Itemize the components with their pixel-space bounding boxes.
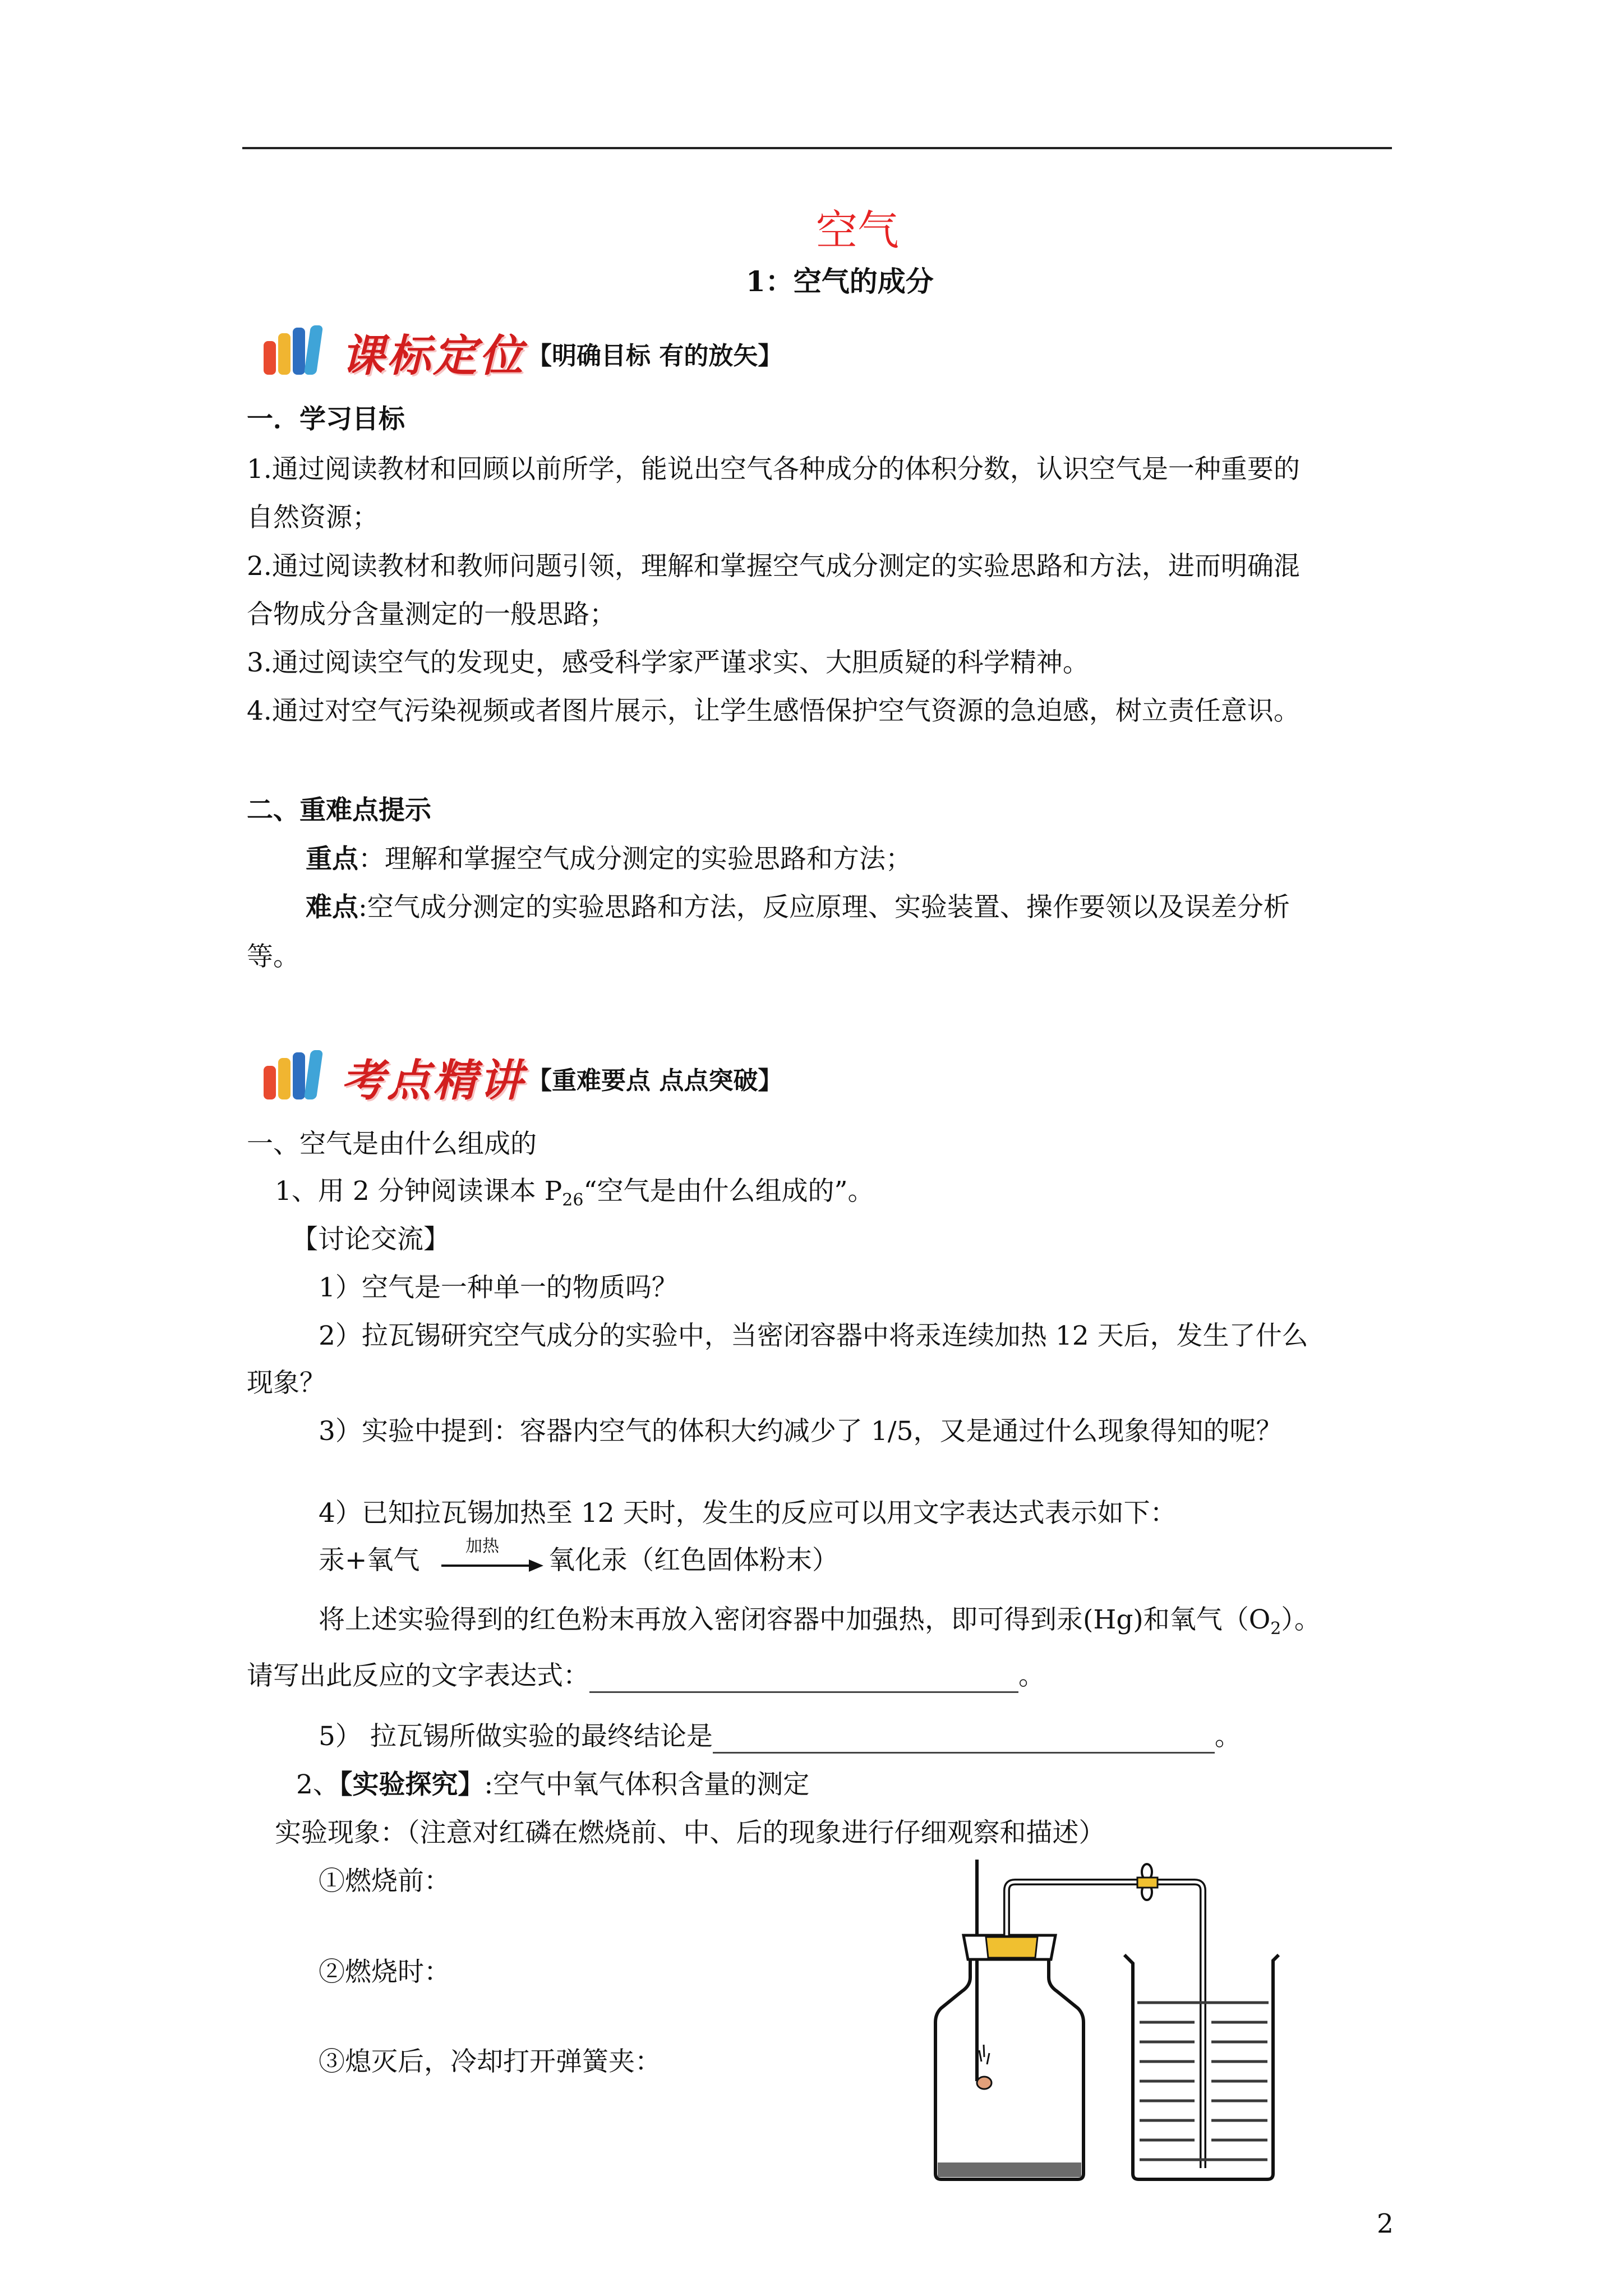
section-heading: 二、重难点提示 <box>247 795 431 826</box>
diff-label: 难点 <box>306 892 358 923</box>
question-cont: 现象？ <box>247 1368 326 1398</box>
observation-before: ①燃烧前： <box>319 1866 450 1897</box>
o2-subscript: 2 <box>1270 1619 1281 1639</box>
goal-line: 合物成分含量测定的一般思路； <box>247 599 616 630</box>
page-subscript: 26 <box>562 1190 584 1210</box>
discussion-label: 【讨论交流】 <box>292 1224 450 1255</box>
question: 4）已知拉瓦锡加热至 12 天时，发生的反应可以用文字表达式表示如下： <box>319 1498 1177 1529</box>
diff-text: :空气成分测定的实验思路和方法，反应原理、实验装置、操作要领以及误差分析 <box>358 892 1290 923</box>
banner-key-points <box>264 1043 880 1105</box>
key-point <box>306 843 912 876</box>
phenomenon-note: 实验现象：（注意对红磷在燃烧前、中、后的现象进行仔细观察和描述） <box>275 1818 1105 1848</box>
observation-after: ③熄灭后，冷却打开弹簧夹： <box>319 2046 661 2077</box>
header-rule <box>242 147 1392 149</box>
heating-text-end: ）。 <box>1281 1604 1321 1635</box>
goal-line: 3.通过阅读空气的发现史，感受科学家严谨求实、大胆质疑的科学精神。 <box>247 647 1089 678</box>
heating-text-main: 将上述实验得到的红色粉末再放入密闭容器中加强热，即可得到汞(Hg)和氧气（O <box>319 1604 1271 1635</box>
banner-course-standard <box>264 319 880 380</box>
part-heading: 一、空气是由什么组成的 <box>247 1129 537 1159</box>
question: 3）实验中提到：容器内空气的体积大约减少了 1/5，又是通过什么现象得知的呢？ <box>319 1416 1283 1447</box>
heading-rest: :空气中氧气体积含量的测定 <box>484 1769 810 1800</box>
observation-during: ②燃烧时： <box>319 1957 450 1987</box>
goal-line: 2.通过阅读教材和教师问题引领，理解和掌握空气成分测定的实验思路和方法，进而明确混 <box>247 551 1300 582</box>
goal-line: 自然资源； <box>247 502 379 533</box>
reaction-arrow <box>440 1537 544 1576</box>
books-icon <box>264 1050 325 1101</box>
page-title: 空气 <box>816 206 899 255</box>
reaction-condition: 加热 <box>465 1536 499 1556</box>
arrow-icon <box>440 1557 544 1574</box>
reading-text: 1、用 2 分钟阅读课本 P <box>275 1176 562 1207</box>
heading-number: 2、 <box>296 1769 339 1800</box>
difficult-point <box>306 891 1290 924</box>
banner-tag: 【重难要点 点点突破】 <box>527 1066 783 1095</box>
write-prompt-end: 。 <box>1018 1660 1045 1691</box>
answer-blank[interactable] <box>589 1665 1018 1693</box>
page-subtitle: 1：空气的成分 <box>746 265 934 298</box>
write-prompt-text: 请写出此反应的文字表达式： <box>247 1660 589 1691</box>
banner-title: 考点精讲 <box>341 1056 525 1106</box>
apparatus-diagram <box>931 1860 1413 2185</box>
reading-text-end: “空气是由什么组成的”。 <box>583 1176 874 1207</box>
reading-task <box>275 1175 874 1217</box>
heading-bold: 【实验探究】 <box>339 1769 485 1800</box>
question-5-text: 5） 拉瓦锡所做实验的最终结论是 <box>319 1721 713 1752</box>
question: 2）拉瓦锡研究空气成分的实验中，当密闭容器中将汞连续加热 12 天后，发生了什么 <box>319 1320 1308 1351</box>
goal-line: 4.通过对空气污染视频或者图片展示，让学生感悟保护空气资源的急迫感，树立责任意识。 <box>247 696 1300 726</box>
key-label: 重点 <box>306 844 358 875</box>
write-prompt <box>247 1659 1045 1693</box>
goal-line: 1.通过阅读教材和回顾以前所学，能说出空气各种成分的体积分数，认识空气是一种重要的 <box>247 454 1300 485</box>
difficult-point-cont: 等。 <box>247 941 299 972</box>
heating-text <box>319 1603 1321 1646</box>
experiment-heading <box>296 1768 809 1802</box>
banner-tag: 【明确目标 有的放矢】 <box>527 342 783 370</box>
key-text: ：理解和掌握空气成分测定的实验思路和方法； <box>358 844 912 875</box>
question-5 <box>319 1720 1241 1754</box>
question: 1）空气是一种单一的物质吗？ <box>319 1272 678 1303</box>
banner-title: 课标定位 <box>341 331 525 381</box>
equation-right: 氧化汞（红色固体粉末） <box>548 1545 838 1576</box>
equation-left: 汞+氧气 <box>319 1545 420 1576</box>
page-number: 2 <box>1377 2208 1394 2239</box>
section-heading: 一．学习目标 <box>247 404 405 435</box>
books-icon <box>264 325 325 376</box>
question-5-end: 。 <box>1214 1721 1241 1752</box>
answer-blank[interactable] <box>713 1726 1215 1754</box>
